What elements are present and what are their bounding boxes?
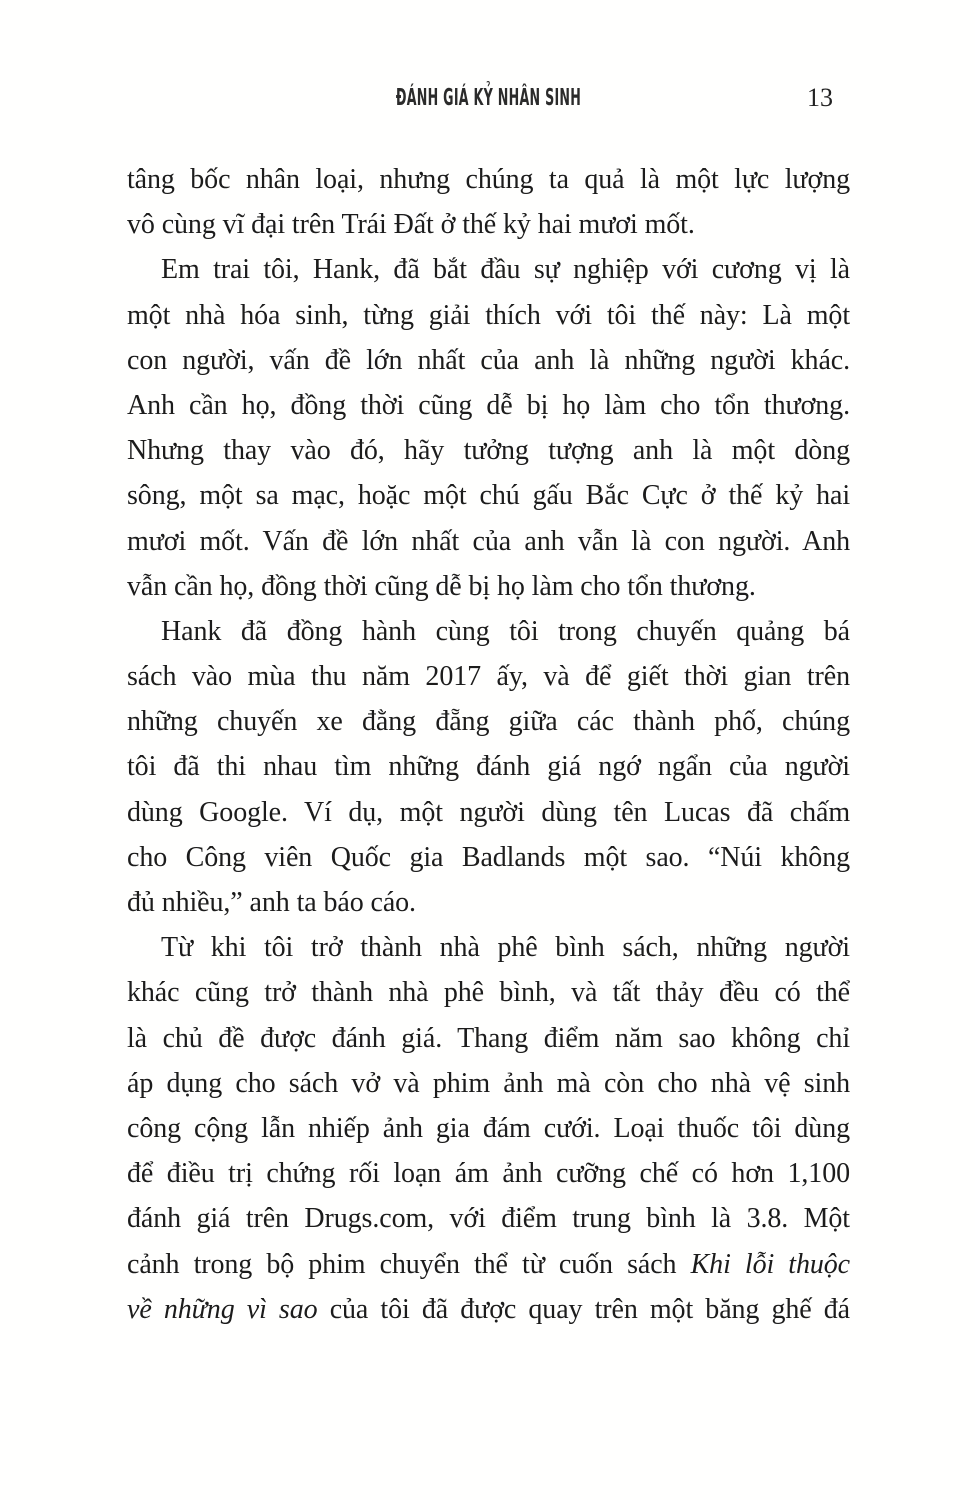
text-line [127,519,850,564]
text-run: vô cùng vĩ đại trên Trái Đất ở thế kỷ hai mươi mốt. [127,209,695,241]
text-line [127,925,850,970]
text-run: tâng bốc nhân loại, nhưng chúng ta quả là một lực lượng [127,164,850,195]
text-run: khác cũng trở thành nhà phê bình, và tất thảy đều có thể [127,977,850,1009]
text-run: Từ khi tôi trở thành nhà phê bình sách, những người [161,932,850,964]
text-line [127,880,850,925]
text-line [127,293,850,338]
text-run: của tôi đã được quay trên một băng ghế đá [317,1293,850,1325]
text-run: đánh giá trên Drugs.com, với điểm trung bình là 3.8. Một [127,1203,850,1235]
text-line [127,744,850,789]
text-line [127,1016,850,1061]
text-run: dùng Google. Ví dụ, một người dùng tên Lucas đã chấm [127,796,850,828]
text-run: tôi đã thi nhau tìm những đánh giá ngớ ngẩn của người [127,751,850,783]
text-run: sách vào mùa thu năm 2017 ấy, và để giết thời gian trên [127,661,850,693]
running-title: ĐÁNH GIÁ KỶ NHÂN SINH [395,85,582,111]
paragraph [127,247,850,609]
text-line [127,428,850,473]
text-line [127,1061,850,1106]
text-line [127,473,850,518]
text-line [127,1196,850,1241]
text-run: mươi mốt. Vấn đề lớn nhất của anh vẫn là con người. Anh [127,525,850,557]
text-line [127,247,850,292]
paragraph [127,609,850,925]
text-line [127,564,850,609]
text-line [127,699,850,744]
page-header [127,84,850,112]
text-run: con người, vấn đề lớn nhất của anh là những người khác. [127,344,850,376]
running-title-wrap [127,84,850,112]
page-number: 13 [807,83,833,112]
text-line [127,1287,850,1332]
text-line [127,790,850,835]
text-line [127,383,850,428]
text-line [127,970,850,1015]
text-line [127,609,850,654]
book-title-italic: Khi lỗi thuộc [690,1248,850,1280]
text-run: một nhà hóa sinh, từng giải thích với tôi thế này: Là một [127,299,850,331]
text-run: đủ nhiều,” anh ta báo cáo. [127,887,416,918]
text-run: Em trai tôi, Hank, đã bắt đầu sự nghiệp với cương vị là [161,254,850,286]
text-run: là chủ đề được đánh giá. Thang điểm năm sao không chỉ [127,1022,850,1054]
book-title-italic: về những vì sao [127,1293,318,1325]
text-run: để điều trị chứng rối loạn ám ảnh cưỡng chế có hơn 1,100 [127,1158,850,1190]
text-run: Nhưng thay vào đó, hãy tưởng tượng anh là một dòng [127,435,850,467]
text-line [127,1151,850,1196]
text-line [127,1106,850,1151]
paragraph [127,925,850,1332]
text-run: vẫn cần họ, đồng thời cũng dễ bị họ làm cho tổn thương. [127,570,756,602]
paragraph [127,157,850,247]
text-run: công cộng lẫn nhiếp ảnh gia đám cưới. Loại thuốc tôi dùng [127,1112,850,1144]
text-line [127,338,850,383]
text-run: áp dụng cho sách vở và phim ảnh mà còn cho nhà vệ sinh [127,1067,850,1099]
text-run: Anh cần họ, đồng thời cũng dễ bị họ làm cho tổn thương. [127,389,850,421]
text-line [127,202,850,247]
text-line [127,835,850,880]
text-line [127,157,850,202]
text-line [127,1242,850,1287]
text-run: Hank đã đồng hành cùng tôi trong chuyến quảng bá [161,615,850,647]
text-line [127,654,850,699]
text-run: cảnh trong bộ phim chuyển thể từ cuốn sách [127,1248,691,1280]
page-body [127,157,850,1332]
text-run: những chuyến xe đằng đẵng giữa các thành phố, chúng [127,706,850,738]
text-run: sông, một sa mạc, hoặc một chú gấu Bắc Cực ở thế kỷ hai [127,480,850,512]
text-run: cho Công viên Quốc gia Badlands một sao. “Núi không [127,841,850,873]
